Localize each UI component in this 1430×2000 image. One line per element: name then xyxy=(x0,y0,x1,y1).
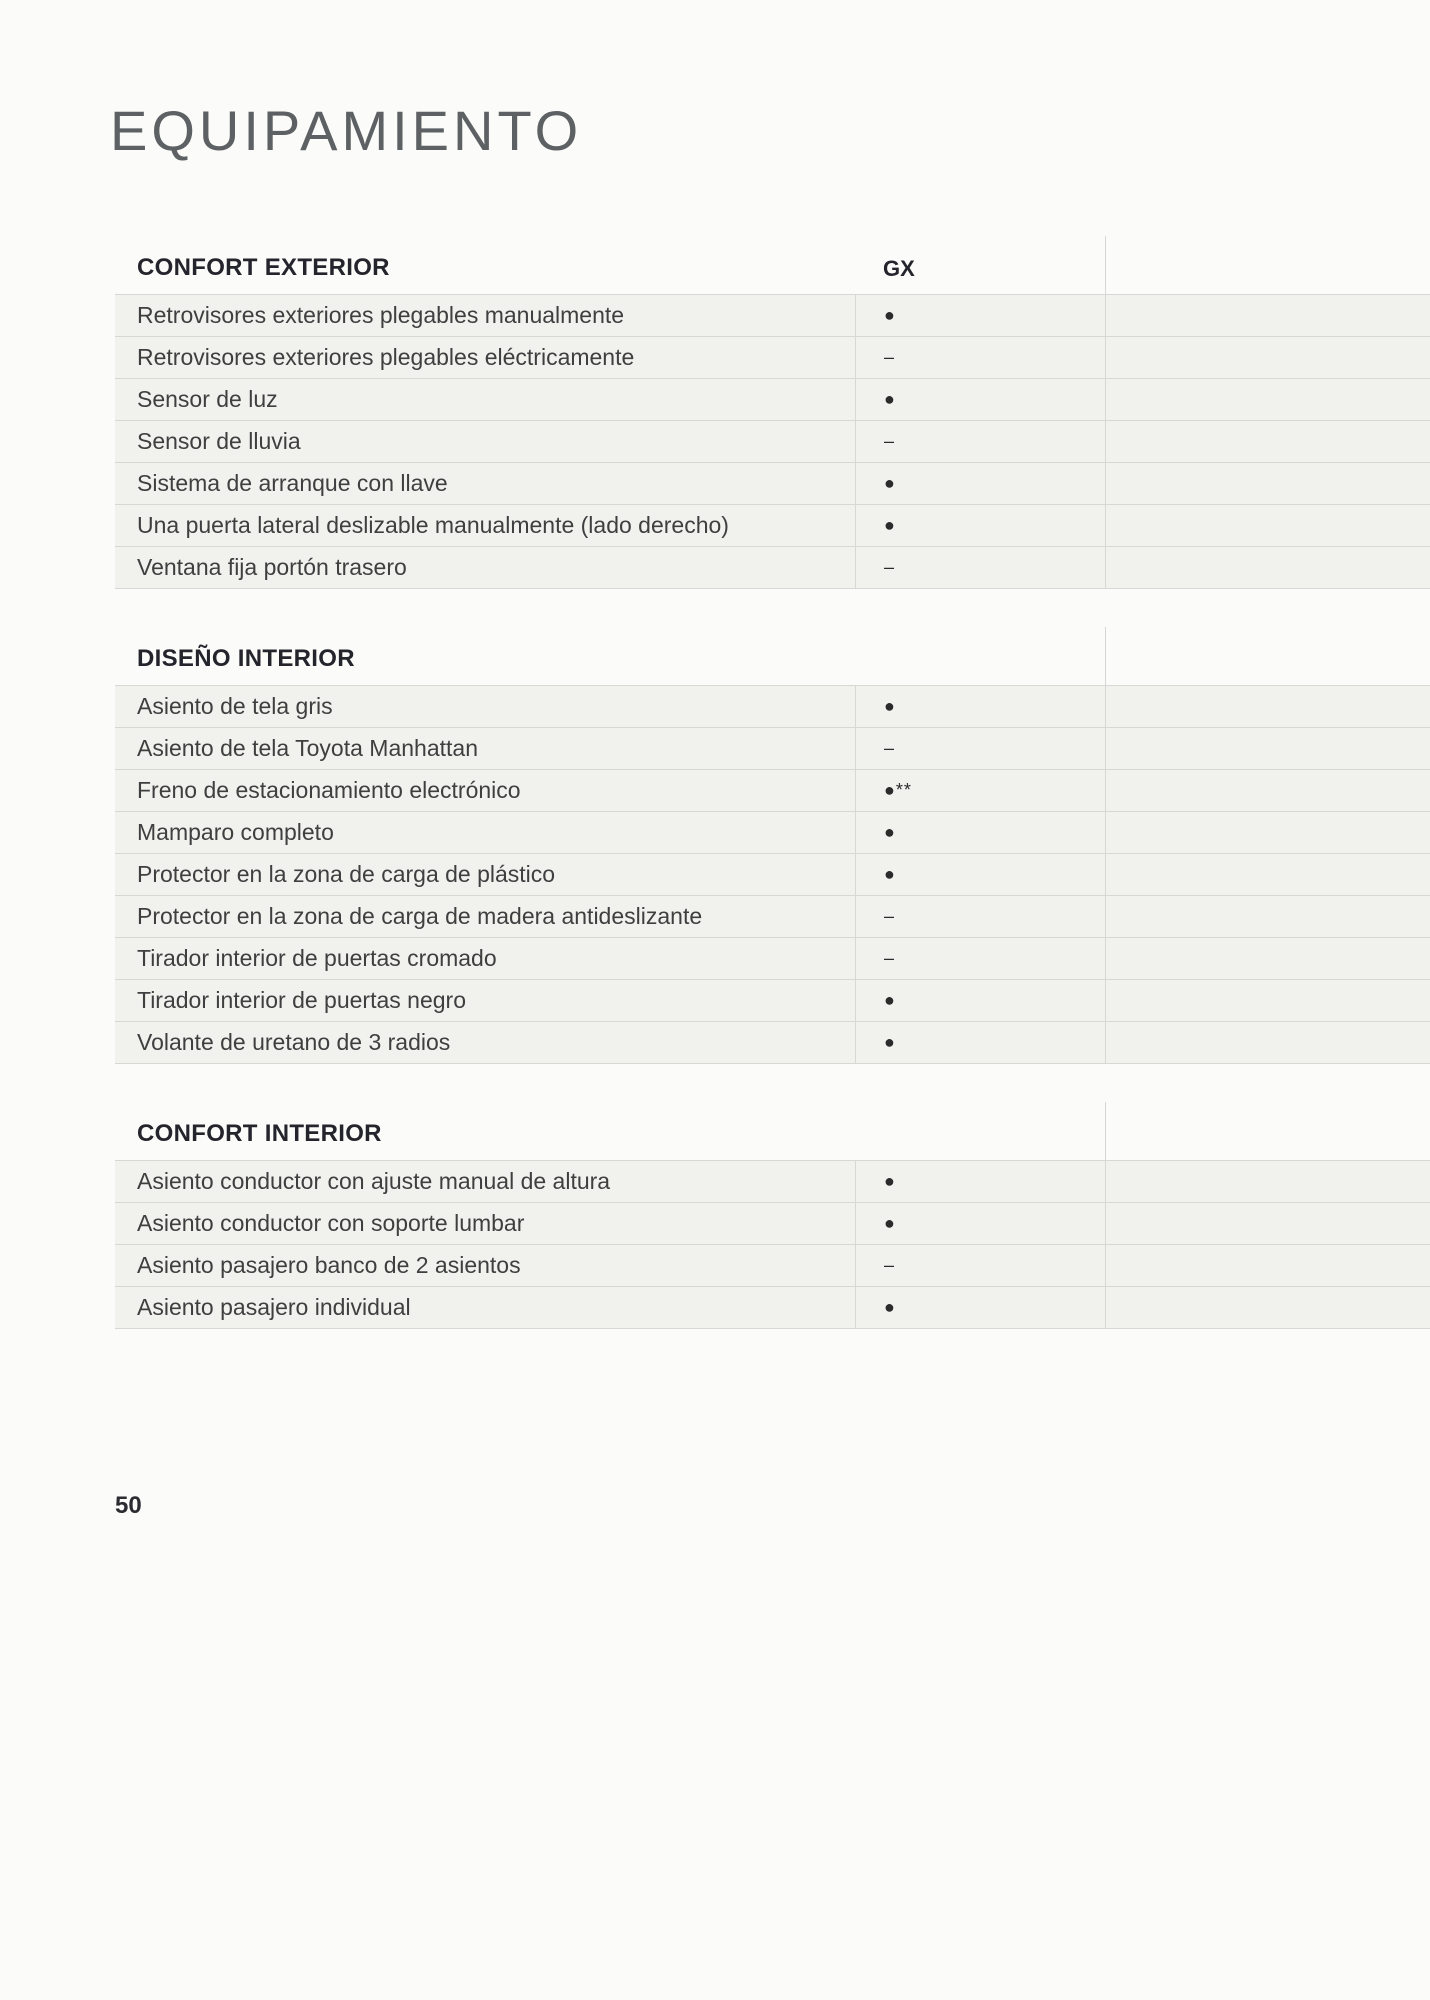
cutoff-cell xyxy=(1105,1161,1430,1202)
gx-value-cell: – xyxy=(855,547,1105,588)
table-row xyxy=(115,547,1430,589)
cutoff-cell xyxy=(1105,728,1430,769)
gx-value-cell: ● xyxy=(855,854,1105,895)
feature-cell: Mamparo completo xyxy=(137,819,334,845)
feature-cell: Volante de uretano de 3 radios xyxy=(137,1029,451,1055)
gx-value-cell: – xyxy=(855,1245,1105,1286)
feature-cell: Una puerta lateral deslizable manualmente (lado derecho) xyxy=(137,512,729,538)
table-row xyxy=(115,463,1430,505)
table-row xyxy=(115,938,1430,980)
cutoff-cell xyxy=(1105,896,1430,937)
cutoff-cell xyxy=(1105,938,1430,979)
table-row xyxy=(115,295,1430,337)
cutoff-cell xyxy=(1105,1245,1430,1286)
feature-cell: Tirador interior de puertas negro xyxy=(137,987,466,1013)
cutoff-cell xyxy=(1105,686,1430,727)
gx-value-cell: – xyxy=(855,938,1105,979)
gx-value-cell: ● xyxy=(855,686,1105,727)
section-title: CONFORT INTERIOR xyxy=(137,1120,382,1147)
cutoff-cell xyxy=(1105,854,1430,895)
section-rows xyxy=(115,1160,1430,1329)
table-row xyxy=(115,770,1430,812)
table-row xyxy=(115,505,1430,547)
cutoff-column-header xyxy=(1105,236,1430,294)
page-title: EQUIPAMIENTO xyxy=(110,99,583,162)
table-row xyxy=(115,379,1430,421)
feature-cell: Retrovisores exteriores plegables manualmente xyxy=(137,302,625,328)
feature-cell: Asiento de tela Toyota Manhattan xyxy=(137,735,478,761)
gx-value-cell: ●** xyxy=(855,770,1105,811)
column-header-gx: GX xyxy=(883,256,915,281)
table-row xyxy=(115,1245,1430,1287)
cutoff-cell xyxy=(1105,812,1430,853)
gx-value-cell: ● xyxy=(855,1203,1105,1244)
section-rows xyxy=(115,685,1430,1064)
section-header-row xyxy=(115,627,1430,685)
section-title: DISEÑO INTERIOR xyxy=(137,645,355,672)
section-confort-interior xyxy=(115,1102,1430,1329)
cutoff-column-header xyxy=(1105,627,1430,685)
feature-cell: Tirador interior de puertas cromado xyxy=(137,945,497,971)
table-row xyxy=(115,1161,1430,1203)
feature-cell: Asiento de tela gris xyxy=(137,693,333,719)
cutoff-cell xyxy=(1105,379,1430,420)
table-row xyxy=(115,896,1430,938)
cutoff-cell xyxy=(1105,980,1430,1021)
table-row xyxy=(115,1022,1430,1064)
cutoff-cell xyxy=(1105,547,1430,588)
feature-cell: Freno de estacionamiento electrónico xyxy=(137,777,521,803)
feature-cell: Sensor de lluvia xyxy=(137,428,301,454)
gx-value-cell: – xyxy=(855,337,1105,378)
feature-cell: Protector en la zona de carga de plástico xyxy=(137,861,556,887)
gx-value-cell: ● xyxy=(855,379,1105,420)
gx-value-cell: ● xyxy=(855,1287,1105,1328)
cutoff-cell xyxy=(1105,1022,1430,1063)
table-row xyxy=(115,728,1430,770)
table-row xyxy=(115,812,1430,854)
table-row xyxy=(115,337,1430,379)
cutoff-cell xyxy=(1105,770,1430,811)
table-row xyxy=(115,980,1430,1022)
cutoff-cell xyxy=(1105,463,1430,504)
feature-cell: Asiento conductor con soporte lumbar xyxy=(137,1210,525,1236)
gx-value-cell: ● xyxy=(855,812,1105,853)
section-rows xyxy=(115,294,1430,589)
table-row xyxy=(115,854,1430,896)
table-row xyxy=(115,686,1430,728)
gx-value-cell: ● xyxy=(855,1161,1105,1202)
cutoff-cell xyxy=(1105,505,1430,546)
gx-value-cell: – xyxy=(855,421,1105,462)
gx-value-cell: ● xyxy=(855,505,1105,546)
feature-cell: Asiento pasajero banco de 2 asientos xyxy=(137,1252,521,1278)
gx-value-cell: ● xyxy=(855,295,1105,336)
feature-cell: Asiento conductor con ajuste manual de altura xyxy=(137,1168,611,1194)
gx-value-cell: ● xyxy=(855,1022,1105,1063)
section-title: CONFORT EXTERIOR xyxy=(137,254,390,281)
equipment-table xyxy=(115,236,1430,1329)
feature-cell: Sensor de luz xyxy=(137,386,278,412)
cutoff-cell xyxy=(1105,295,1430,336)
page-number: 50 xyxy=(115,1492,142,1519)
feature-cell: Sistema de arranque con llave xyxy=(137,470,448,496)
cutoff-column-header xyxy=(1105,1102,1430,1160)
feature-cell: Protector en la zona de carga de madera antideslizante xyxy=(137,903,703,929)
gx-value-cell: – xyxy=(855,896,1105,937)
table-row xyxy=(115,1203,1430,1245)
table-row xyxy=(115,421,1430,463)
cutoff-cell xyxy=(1105,1287,1430,1328)
table-row xyxy=(115,1287,1430,1329)
cutoff-cell xyxy=(1105,421,1430,462)
gx-value-cell: ● xyxy=(855,463,1105,504)
section-header-row xyxy=(115,1102,1430,1160)
feature-cell: Asiento pasajero individual xyxy=(137,1294,411,1320)
section-confort-exterior xyxy=(115,236,1430,589)
section-diseno-interior xyxy=(115,627,1430,1064)
gx-value-cell: – xyxy=(855,728,1105,769)
feature-cell: Ventana fija portón trasero xyxy=(137,554,407,580)
gx-value-cell: ● xyxy=(855,980,1105,1021)
cutoff-cell xyxy=(1105,337,1430,378)
cutoff-cell xyxy=(1105,1203,1430,1244)
feature-cell: Retrovisores exteriores plegables eléctricamente xyxy=(137,344,635,370)
section-header-row xyxy=(115,236,1430,294)
